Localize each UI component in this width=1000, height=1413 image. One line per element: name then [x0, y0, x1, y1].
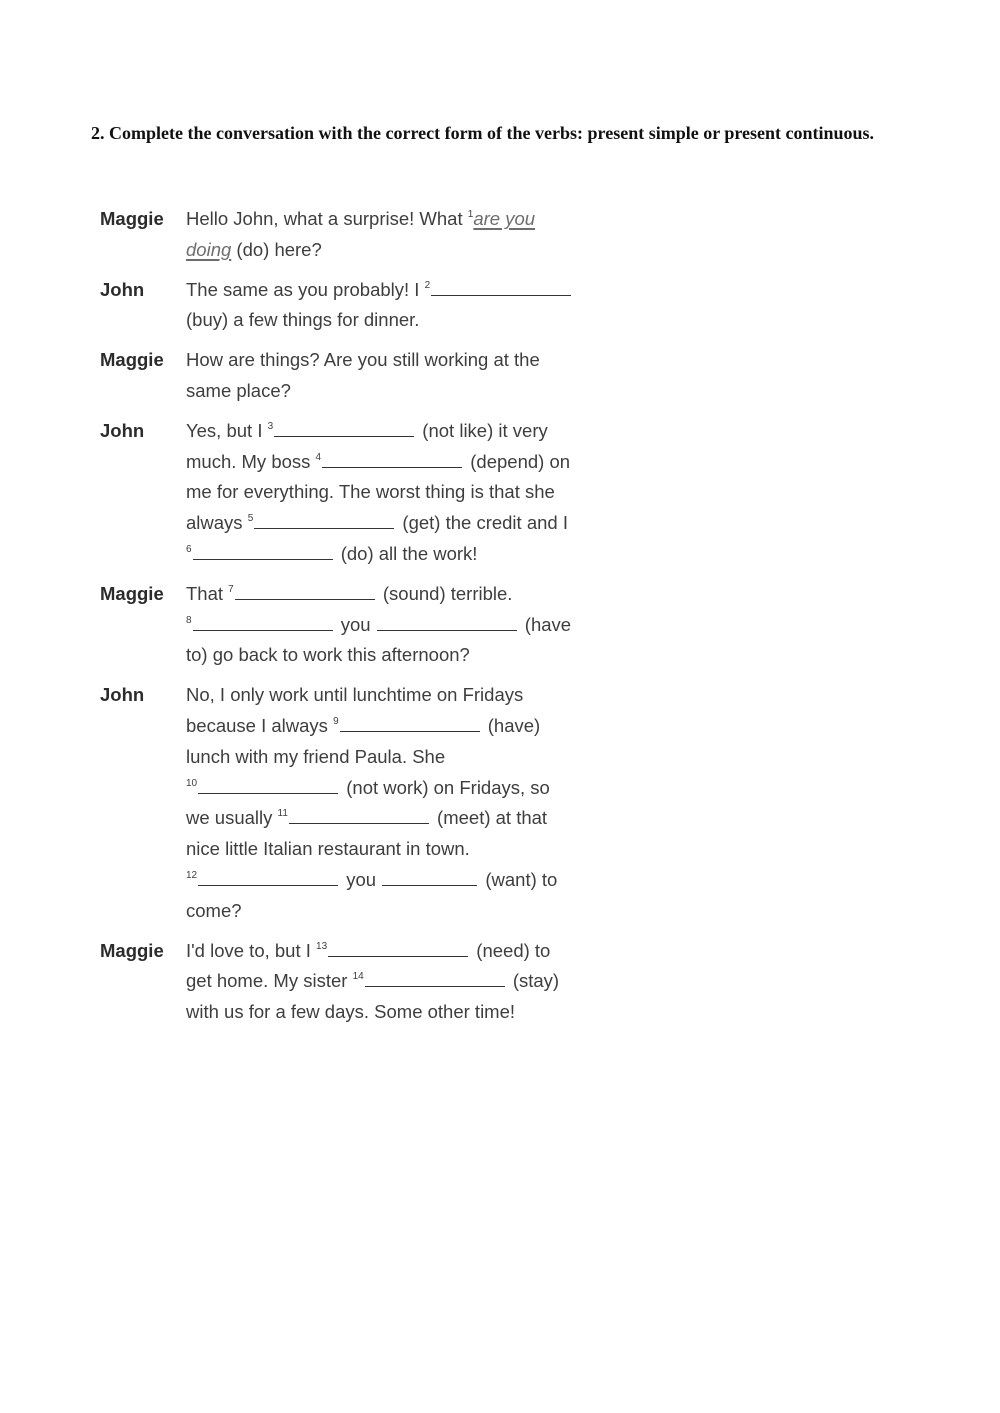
text-segment: because I always — [186, 714, 334, 736]
speaker-name: Maggie — [100, 939, 164, 961]
gap-number: 10 — [186, 777, 198, 789]
speech-text — [186, 275, 620, 337]
dialogue-turn — [100, 680, 620, 926]
answer-blank[interactable] — [365, 985, 505, 987]
dialogue-turn — [100, 579, 620, 671]
answer-blank[interactable] — [198, 884, 338, 886]
speaker-name: Maggie — [100, 349, 164, 371]
answer-blank[interactable] — [340, 730, 480, 732]
gap-number: 9 — [333, 715, 339, 727]
gap-number: 1 — [467, 209, 474, 220]
text-segment: (want) to — [480, 868, 558, 890]
text-segment: Yes, but I — [186, 419, 268, 441]
speech-text — [186, 680, 620, 926]
gap-number: 11 — [277, 808, 288, 820]
gap-number: 14 — [352, 971, 364, 983]
text-segment: me for everything. The worst thing is that she — [186, 481, 555, 503]
gap-number: 4 — [315, 451, 322, 463]
text-segment: The same as you probably! I — [186, 278, 425, 300]
text-segment: (meet) at that — [431, 807, 548, 829]
speech-text — [186, 204, 620, 266]
dialogue-turn — [100, 204, 620, 266]
dialogue-turn — [100, 416, 620, 570]
speech-text — [186, 416, 620, 570]
text-segment: (not like) it very — [417, 419, 548, 441]
gap-number: 5 — [247, 513, 254, 525]
text-segment: (stay) — [507, 970, 560, 992]
example-answer: doing — [186, 238, 232, 260]
gap-number: 13 — [316, 940, 328, 952]
text-segment: same place? — [186, 379, 291, 401]
answer-blank[interactable] — [289, 822, 429, 824]
text-segment: How are things? Are you still working at the — [186, 349, 540, 371]
speech-text — [186, 579, 620, 671]
conversation — [100, 204, 620, 1028]
dialogue-turn — [100, 936, 620, 1028]
gap-number: 8 — [186, 614, 192, 626]
text-segment: with us for a few days. Some other time! — [186, 1001, 516, 1023]
answer-blank[interactable] — [274, 435, 414, 437]
gap-number: 2 — [424, 279, 431, 291]
text-segment: you — [335, 613, 376, 635]
text-segment: always — [186, 512, 248, 534]
gap-number: 7 — [228, 583, 234, 595]
text-segment: (do) here? — [231, 238, 322, 260]
answer-blank[interactable] — [328, 955, 468, 957]
text-segment: you — [341, 868, 382, 890]
text-segment: much. My boss — [186, 450, 316, 472]
text-segment: I'd love to, but I — [186, 939, 317, 961]
answer-blank[interactable] — [254, 527, 394, 529]
exercise-instructions: 2. Complete the conversation with the correct form of the verbs: present simple or present continuous. — [91, 123, 875, 143]
gap-number: 12 — [186, 869, 198, 881]
text-segment: lunch with my friend Paula. She — [186, 745, 446, 767]
dialogue-turn — [100, 345, 620, 407]
text-segment: (not work) on Fridays, so — [341, 776, 550, 798]
answer-blank[interactable] — [322, 466, 462, 468]
text-segment: (buy) a few things for dinner. — [186, 309, 420, 331]
text-segment: we usually — [186, 807, 278, 829]
speaker-name: John — [100, 278, 145, 300]
speech-text — [186, 345, 620, 407]
text-segment: That — [186, 582, 229, 604]
text-segment: (have) — [482, 714, 541, 736]
speaker-name: John — [100, 684, 145, 706]
speaker-name: John — [100, 419, 145, 441]
text-segment: nice little Italian restaurant in town. — [186, 838, 470, 860]
gap-number: 3 — [267, 420, 274, 432]
text-segment: come? — [186, 899, 242, 921]
text-segment: get home. My sister — [186, 970, 353, 992]
example-answer: are you — [473, 208, 536, 229]
speaker-name: Maggie — [100, 582, 164, 604]
text-segment: (have — [519, 613, 572, 635]
text-segment: Hello John, what a surprise! What — [186, 208, 468, 229]
answer-blank[interactable] — [193, 629, 333, 631]
text-segment: (need) to — [471, 939, 551, 961]
text-segment: (sound) terrible. — [377, 582, 513, 604]
text-segment: to) go back to work this afternoon? — [186, 644, 470, 666]
text-segment: (get) the credit and I — [397, 512, 568, 534]
answer-blank[interactable] — [198, 792, 338, 794]
answer-blank[interactable] — [193, 558, 333, 560]
dialogue-turn — [100, 275, 620, 337]
answer-blank[interactable] — [431, 294, 571, 296]
text-segment: (do) all the work! — [335, 542, 478, 564]
text-segment: (depend) on — [465, 450, 571, 472]
gap-number: 6 — [186, 543, 192, 555]
text-segment: No, I only work until lunchtime on Fridays — [186, 684, 524, 706]
speaker-name: Maggie — [100, 208, 164, 229]
speech-text — [186, 936, 620, 1028]
answer-blank[interactable] — [377, 629, 517, 631]
answer-blank[interactable] — [235, 598, 375, 600]
answer-blank[interactable] — [382, 884, 477, 886]
